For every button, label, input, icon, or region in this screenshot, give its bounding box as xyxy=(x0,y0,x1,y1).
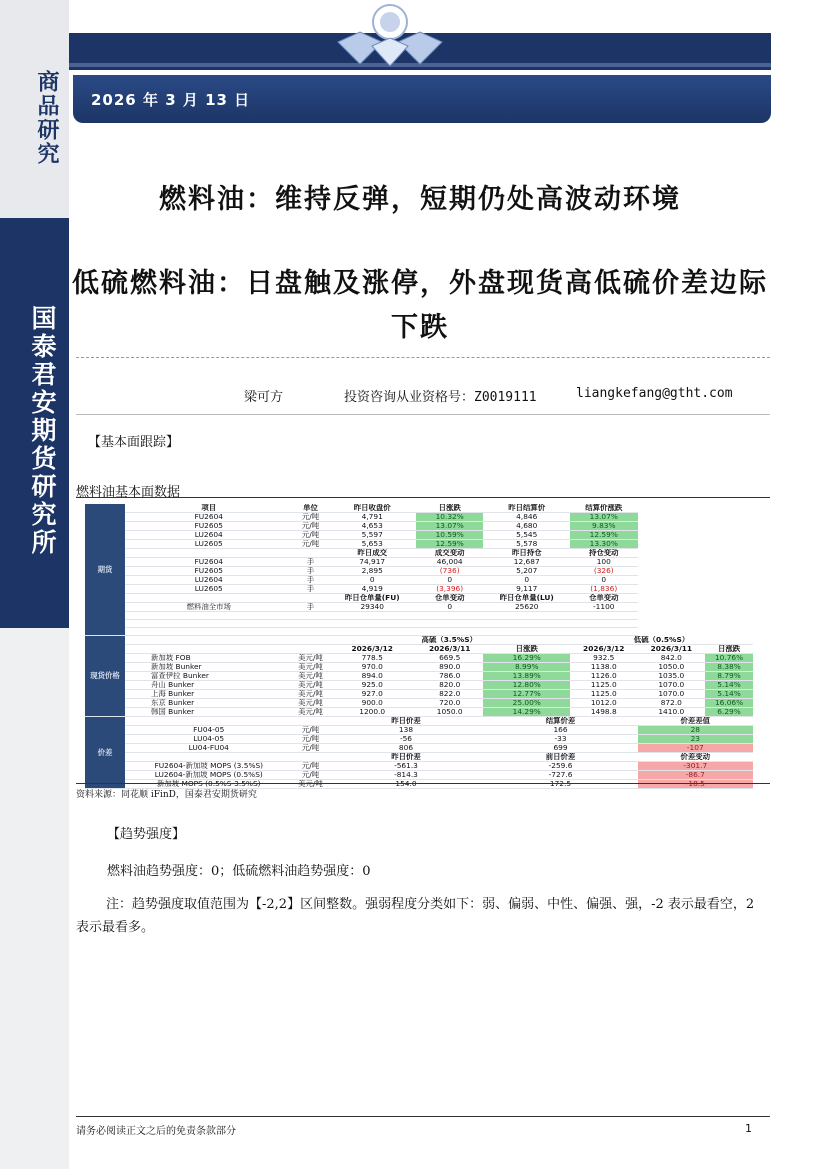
table-cell: 842.0 xyxy=(638,654,706,663)
table-cell: 4,680 xyxy=(483,522,570,531)
table-cell: 6.29% xyxy=(705,708,753,717)
table-cell: 13.07% xyxy=(570,513,638,522)
table-cell: 46,004 xyxy=(416,558,484,567)
table-row xyxy=(85,531,753,540)
table-cell: 美元/吨 xyxy=(293,681,329,690)
table-row xyxy=(85,522,753,531)
table-cell: -18.5 xyxy=(638,780,753,789)
table-cell: -56 xyxy=(329,735,484,744)
table-cell xyxy=(570,620,638,628)
table-cell: 美元/吨 xyxy=(293,780,329,789)
table-cell: FU2604-新加坡 MOPS (3.5%S) xyxy=(125,762,293,771)
table-cell: 新加坡 Bunker xyxy=(125,663,293,672)
table-header: 日涨跌 xyxy=(705,645,753,654)
sidebar-institute-label: 国泰君安期货研究所 xyxy=(28,305,57,557)
table-cell: 12.80% xyxy=(483,681,570,690)
table-cell: 1125.0 xyxy=(570,681,638,690)
table-header: 昨日成交 xyxy=(329,549,416,558)
table-row xyxy=(85,585,753,594)
table-category: 现货价格 xyxy=(85,636,125,717)
table-row xyxy=(85,663,753,672)
table-cell xyxy=(125,753,293,762)
sidebar-category-label: 商品研究 xyxy=(34,70,59,166)
date-bar xyxy=(73,75,771,123)
table-cell: 29340 xyxy=(329,603,416,612)
table-cell: 10.32% xyxy=(416,513,484,522)
main-title: 燃料油：维持反弹，短期仍处高波动环境 xyxy=(159,184,681,215)
table-cell: 5,597 xyxy=(329,531,416,540)
trend-note: 注：趋势强度取值范围为【-2,2】区间整数。强弱程度分类如下：弱、偏弱、中性、偏强、强，-2 表示最看空，2 表示最看多。 xyxy=(76,897,755,935)
table-cell: FU2605 xyxy=(125,567,293,576)
table-cell: 1035.0 xyxy=(638,672,706,681)
table-row xyxy=(85,620,753,628)
table-cell: 23 xyxy=(638,735,753,744)
table-cell: (3,396) xyxy=(416,585,484,594)
table-cell: 927.0 xyxy=(329,690,416,699)
table-cell: 820.0 xyxy=(416,681,484,690)
table-row xyxy=(85,717,753,726)
table-cell xyxy=(293,549,329,558)
table-cell: LU2604 xyxy=(125,576,293,585)
table-cell: 4,919 xyxy=(329,585,416,594)
table-cell xyxy=(483,612,570,620)
table-header: 成交变动 xyxy=(416,549,484,558)
table-cell xyxy=(125,594,293,603)
table-header: 昨日结算价 xyxy=(483,504,570,513)
table-cell: 元/吨 xyxy=(293,513,329,522)
table-cell xyxy=(125,628,293,636)
table-header: 前日价差 xyxy=(483,753,637,762)
table-cell: 13.89% xyxy=(483,672,570,681)
table-cell: 1012.0 xyxy=(570,699,638,708)
table-cell: 25.00% xyxy=(483,699,570,708)
sidebar-bottom xyxy=(0,628,69,1169)
divider xyxy=(76,357,770,358)
table-cell: 12.77% xyxy=(483,690,570,699)
table-cell: 上海 Bunker xyxy=(125,690,293,699)
author-name: 梁可方 xyxy=(244,390,284,405)
table-cell: 932.5 xyxy=(570,654,638,663)
table-category: 价差 xyxy=(85,717,125,789)
table-cell: 894.0 xyxy=(329,672,416,681)
table-cell: 元/吨 xyxy=(293,540,329,549)
table-cell: (326) xyxy=(570,567,638,576)
table-header: 仓单变动 xyxy=(416,594,484,603)
page-number: 1 xyxy=(745,1122,752,1135)
data-source: 资料来源：同花顺 iFinD，国泰君安期货研究 xyxy=(76,790,257,800)
table-cell: 970.0 xyxy=(329,663,416,672)
table-header: 高硫（3.5%S） xyxy=(329,636,570,645)
sub-title: 低硫燃料油：日盘触及涨停，外盘现货高低硫价差边际下跌 xyxy=(72,268,768,343)
table-cell: 0 xyxy=(416,576,484,585)
table-cell: 786.0 xyxy=(416,672,484,681)
table-cell: 100 xyxy=(570,558,638,567)
table-cell: -727.6 xyxy=(483,771,637,780)
table-cell: 1138.0 xyxy=(570,663,638,672)
report-date: 2026 年 3 月 13 日 xyxy=(91,91,251,109)
table-cell: 富查伊拉 Bunker xyxy=(125,672,293,681)
table-row xyxy=(85,708,753,717)
table-header: 昨日持仓 xyxy=(483,549,570,558)
table-row xyxy=(85,753,753,762)
table-cell: FU2604 xyxy=(125,513,293,522)
table-header: 价差差值 xyxy=(638,717,753,726)
table-cell: 1200.0 xyxy=(329,708,416,717)
table-cell xyxy=(293,620,329,628)
table-cell xyxy=(125,612,293,620)
table-row xyxy=(85,699,753,708)
table-cell: FU04-05 xyxy=(125,726,293,735)
table-cell: FU2605 xyxy=(125,522,293,531)
table-cell: LU2605 xyxy=(125,585,293,594)
table-header: 持仓变动 xyxy=(570,549,638,558)
table-cell: 燃料油全市场 xyxy=(125,603,293,612)
table-cell: 元/吨 xyxy=(293,744,329,753)
table-row xyxy=(85,513,753,522)
author-license: 投资咨询从业资格号：Z0019111 xyxy=(344,390,537,405)
table-cell: 0 xyxy=(570,576,638,585)
table-cell xyxy=(293,645,329,654)
table-header: 昨日仓单量(LU) xyxy=(483,594,570,603)
footer-disclaimer: 请务必阅读正文之后的免责条款部分 xyxy=(76,1126,236,1137)
table-cell: 8.38% xyxy=(705,663,753,672)
footer-divider xyxy=(76,1116,770,1117)
table-cell xyxy=(125,549,293,558)
table-cell: 1050.0 xyxy=(638,663,706,672)
table-cell: 元/吨 xyxy=(293,762,329,771)
table-cell: LU04-FU04 xyxy=(125,744,293,753)
table-cell: 4,791 xyxy=(329,513,416,522)
table-row xyxy=(85,567,753,576)
table-cell: 16.06% xyxy=(705,699,753,708)
table-header: 2026/3/12 xyxy=(329,645,416,654)
table-cell: 806 xyxy=(329,744,484,753)
table-cell: 新加坡 FOB xyxy=(125,654,293,663)
table-cell: 1125.0 xyxy=(570,690,638,699)
table-cell: 5.14% xyxy=(705,681,753,690)
table-header: 结算价涨跌 xyxy=(570,504,638,513)
table-cell: 1498.8 xyxy=(570,708,638,717)
table-row xyxy=(85,576,753,585)
table-cell xyxy=(570,628,638,636)
table-header: 价差变动 xyxy=(638,753,753,762)
table-cell: 12,687 xyxy=(483,558,570,567)
table-cell: 1126.0 xyxy=(570,672,638,681)
table-row xyxy=(85,762,753,771)
table-row xyxy=(85,654,753,663)
table-cell: 25620 xyxy=(483,603,570,612)
table-cell xyxy=(293,594,329,603)
table-cell: 890.0 xyxy=(416,663,484,672)
table-cell: 5,578 xyxy=(483,540,570,549)
table-cell: 手 xyxy=(293,558,329,567)
table-cell: 美元/吨 xyxy=(293,672,329,681)
table-cell: 0 xyxy=(416,603,484,612)
table-row xyxy=(85,603,753,612)
table-cell: 新加坡 MOPS (0.5%S-3.5%S) xyxy=(125,780,293,789)
table-cell xyxy=(125,717,293,726)
table-header: 低硫（0.5%S） xyxy=(570,636,753,645)
divider xyxy=(76,497,770,498)
table-cell: 9.83% xyxy=(570,522,638,531)
table-row xyxy=(85,549,753,558)
table-cell: 822.0 xyxy=(416,690,484,699)
table-row xyxy=(85,744,753,753)
table-cell: 925.0 xyxy=(329,681,416,690)
table-header: 2026/3/11 xyxy=(638,645,706,654)
table-row xyxy=(85,558,753,567)
table-cell xyxy=(293,628,329,636)
table-cell xyxy=(416,612,484,620)
table-cell: 10.59% xyxy=(416,531,484,540)
table-row xyxy=(85,771,753,780)
table-cell: LU2604-新加坡 MOPS (0.5%S) xyxy=(125,771,293,780)
table-row xyxy=(85,504,753,513)
table-header: 单位 xyxy=(293,504,329,513)
table-row xyxy=(85,628,753,636)
table-cell xyxy=(293,612,329,620)
table-cell xyxy=(416,628,484,636)
table-cell: 669.5 xyxy=(416,654,484,663)
table-title: 燃料油基本面数据 xyxy=(76,485,181,500)
table-cell: 0 xyxy=(483,576,570,585)
table-cell: 元/吨 xyxy=(293,522,329,531)
table-cell xyxy=(125,645,293,654)
table-cell: 元/吨 xyxy=(293,726,329,735)
table-cell: LU2604 xyxy=(125,531,293,540)
table-cell: 4,846 xyxy=(483,513,570,522)
table-cell: 13.07% xyxy=(416,522,484,531)
table-cell: 172.5 xyxy=(483,780,637,789)
table-cell xyxy=(329,620,416,628)
table-cell: 美元/吨 xyxy=(293,654,329,663)
table-cell: 16.29% xyxy=(483,654,570,663)
table-cell xyxy=(329,628,416,636)
table-header: 昨日收盘价 xyxy=(329,504,416,513)
table-cell: 元/吨 xyxy=(293,531,329,540)
table-cell: 138 xyxy=(329,726,484,735)
table-cell xyxy=(125,636,293,645)
table-cell xyxy=(570,612,638,620)
table-cell xyxy=(483,620,570,628)
table-cell xyxy=(329,612,416,620)
table-cell: -1100 xyxy=(570,603,638,612)
table-header: 昨日价差 xyxy=(329,717,484,726)
table-cell: 8.79% xyxy=(705,672,753,681)
table-cell: 1410.0 xyxy=(638,708,706,717)
table-cell: 手 xyxy=(293,585,329,594)
table-cell: 12.59% xyxy=(570,531,638,540)
table-cell: 手 xyxy=(293,603,329,612)
table-cell: 4,653 xyxy=(329,522,416,531)
table-header: 昨日仓单量(FU) xyxy=(329,594,416,603)
table-cell: 166 xyxy=(483,726,637,735)
table-header: 日涨跌 xyxy=(416,504,484,513)
table-header: 仓单变动 xyxy=(570,594,638,603)
table-cell: 778.5 xyxy=(329,654,416,663)
table-cell: 10.76% xyxy=(705,654,753,663)
table-cell: 900.0 xyxy=(329,699,416,708)
table-cell: (1,836) xyxy=(570,585,638,594)
table-cell: -107 xyxy=(638,744,753,753)
table-cell xyxy=(416,620,484,628)
table-cell: 韩国 Bunker xyxy=(125,708,293,717)
author-email[interactable]: liangkefang@gtht.com xyxy=(576,386,733,401)
table-cell: 手 xyxy=(293,576,329,585)
table-cell: -86.7 xyxy=(638,771,753,780)
table-cell: -33 xyxy=(483,735,637,744)
table-category: 期货 xyxy=(85,504,125,636)
table-cell xyxy=(293,636,329,645)
table-cell: 元/吨 xyxy=(293,771,329,780)
trend-strength-text: 燃料油趋势强度：0；低硫燃料油趋势强度：0 xyxy=(107,864,371,879)
table-row xyxy=(85,735,753,744)
table-row xyxy=(85,612,753,620)
table-cell: 5,545 xyxy=(483,531,570,540)
table-cell: (736) xyxy=(416,567,484,576)
table-cell: 154.0 xyxy=(329,780,484,789)
table-row xyxy=(85,672,753,681)
table-cell xyxy=(293,717,329,726)
table-cell: 14.29% xyxy=(483,708,570,717)
diamond-logo-icon xyxy=(330,2,450,68)
table-cell: 1050.0 xyxy=(416,708,484,717)
table-cell xyxy=(293,753,329,762)
table-cell: 美元/吨 xyxy=(293,690,329,699)
table-cell: 28 xyxy=(638,726,753,735)
table-cell: 8.99% xyxy=(483,663,570,672)
table-cell: 手 xyxy=(293,567,329,576)
table-header: 2026/3/12 xyxy=(570,645,638,654)
table-row xyxy=(85,726,753,735)
table-header: 结算价差 xyxy=(483,717,637,726)
table-cell: 0 xyxy=(329,576,416,585)
table-row xyxy=(85,594,753,603)
table-cell: 5,207 xyxy=(483,567,570,576)
table-cell: 美元/吨 xyxy=(293,699,329,708)
section-heading-fundamentals: 【基本面跟踪】 xyxy=(88,435,180,450)
table-cell: 2,895 xyxy=(329,567,416,576)
table-cell xyxy=(483,628,570,636)
table-cell: 元/吨 xyxy=(293,735,329,744)
table-cell: LU2605 xyxy=(125,540,293,549)
table-cell: 1070.0 xyxy=(638,690,706,699)
table-cell: 美元/吨 xyxy=(293,708,329,717)
table-cell xyxy=(125,620,293,628)
divider xyxy=(76,414,770,415)
table-cell: 东京 Bunker xyxy=(125,699,293,708)
table-cell: -561.3 xyxy=(329,762,484,771)
fundamentals-table xyxy=(85,504,753,789)
table-cell: 74,917 xyxy=(329,558,416,567)
table-header: 昨日价差 xyxy=(329,753,484,762)
table-header: 2026/3/11 xyxy=(416,645,484,654)
table-cell: -259.6 xyxy=(483,762,637,771)
table-cell: -301.7 xyxy=(638,762,753,771)
table-header: 日涨跌 xyxy=(483,645,570,654)
table-cell: 5.14% xyxy=(705,690,753,699)
table-cell: LU04-05 xyxy=(125,735,293,744)
table-cell: FU2604 xyxy=(125,558,293,567)
table-cell: 699 xyxy=(483,744,637,753)
divider xyxy=(76,783,770,784)
table-cell: 1070.0 xyxy=(638,681,706,690)
table-row xyxy=(85,636,753,645)
table-cell: 9,117 xyxy=(483,585,570,594)
table-row xyxy=(85,540,753,549)
table-cell: 美元/吨 xyxy=(293,663,329,672)
table-cell: 5,653 xyxy=(329,540,416,549)
table-cell: 720.0 xyxy=(416,699,484,708)
section-heading-trend: 【趋势强度】 xyxy=(107,827,186,842)
table-cell: 舟山 Bunker xyxy=(125,681,293,690)
table-cell: 13.30% xyxy=(570,540,638,549)
table-cell: -814.3 xyxy=(329,771,484,780)
table-row xyxy=(85,681,753,690)
table-cell: 12.59% xyxy=(416,540,484,549)
table-header: 项目 xyxy=(125,504,293,513)
table-row xyxy=(85,645,753,654)
table-row xyxy=(85,690,753,699)
table-cell: 872.0 xyxy=(638,699,706,708)
